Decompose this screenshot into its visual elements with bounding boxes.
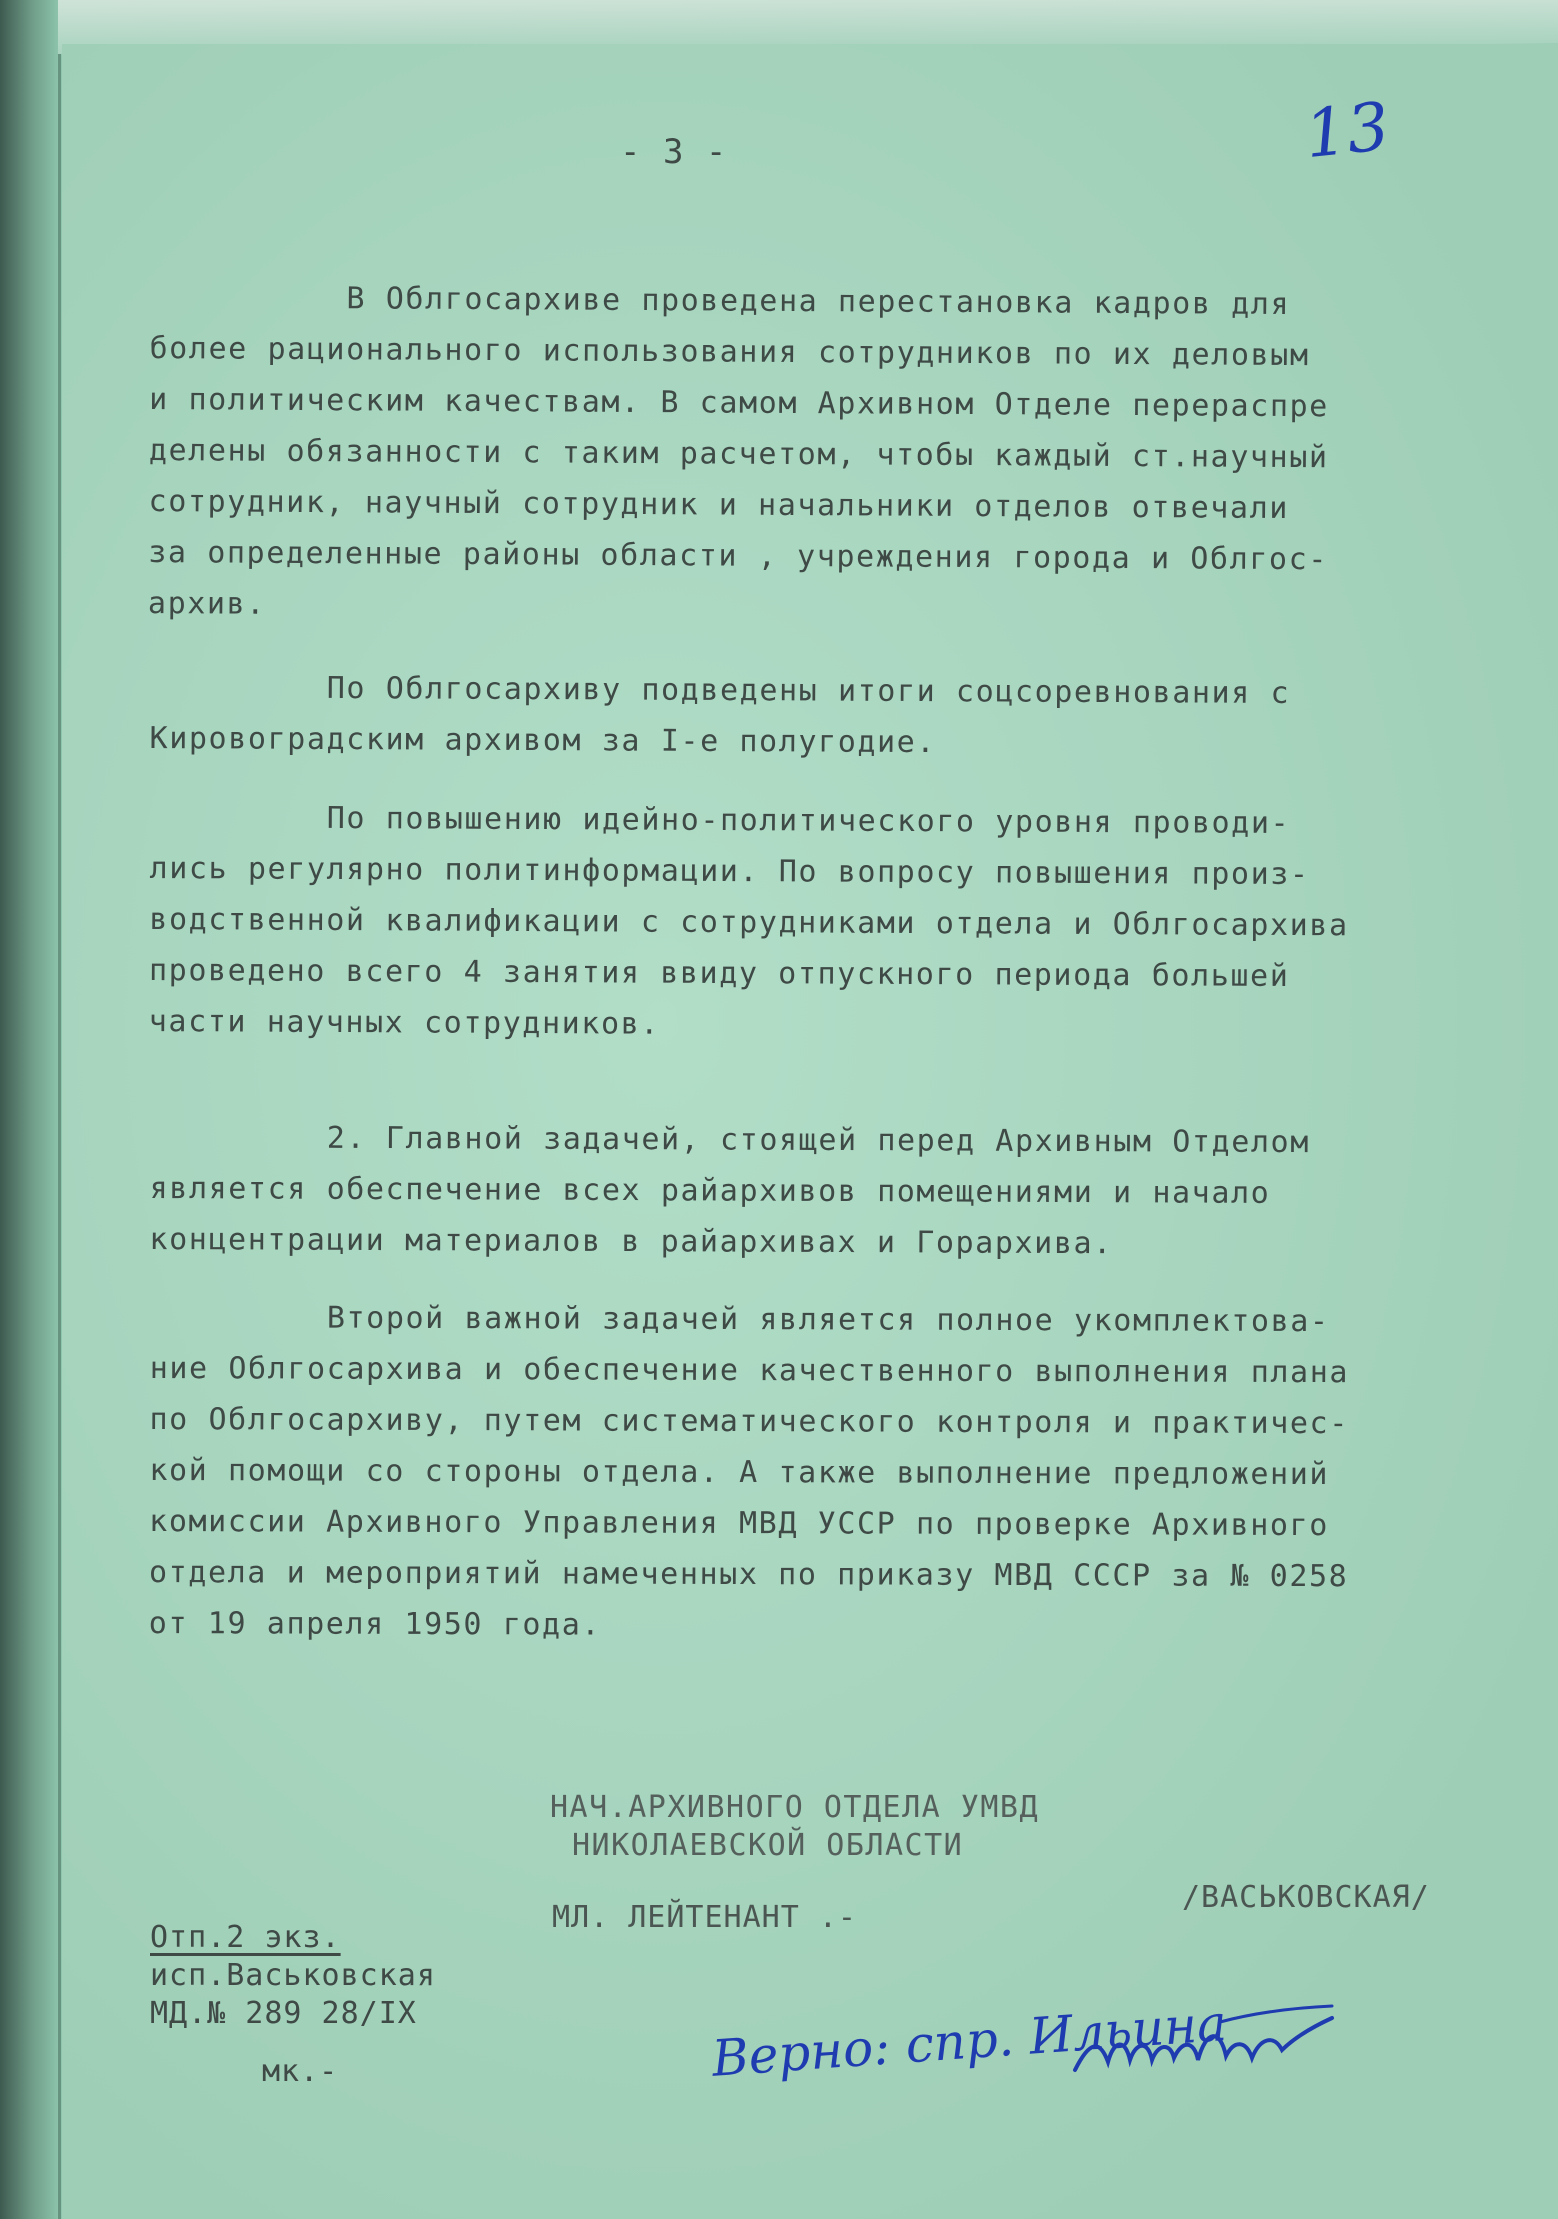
text-line: В Облгосархиве проведена перестановка кадров для <box>149 279 1291 322</box>
copies-note: Отп.2 экз. <box>150 1920 341 1955</box>
text-line: по Облгосархиву, путем систематического контроля и практичес- <box>149 1401 1349 1442</box>
text-line: 2. Главной задачей, стоящей перед Архивным Отделом <box>149 1119 1310 1161</box>
text-line: кой помощи со стороны отдела. А также выполнение предложений <box>149 1452 1330 1493</box>
paragraph-competition-results <box>149 662 1470 771</box>
signatory-title-line1: НАЧ.АРХИВНОГО ОТДЕЛА УМВД <box>550 1790 1040 1825</box>
page-number: - 3 - <box>620 132 728 172</box>
text-line: является обеспечение всех райархивов помещениями и начало <box>149 1170 1271 1211</box>
folio-number-handwritten: 13 <box>1301 87 1393 174</box>
text-line: водственной квалификации с сотрудниками отдела и Облгосархива <box>149 901 1349 944</box>
paragraph-second-task <box>149 1292 1470 1654</box>
signature-scribble-icon <box>1070 2000 1340 2090</box>
paragraph-staff-rearrangement <box>148 272 1470 637</box>
text-line: сотрудник, научный сотрудник и начальники отделов отвечали <box>148 483 1290 526</box>
text-line: более рационального использования сотрудников по их деловым <box>149 330 1310 374</box>
paragraph-political-training <box>149 792 1470 1054</box>
text-line: за определенные районы области , учреждения города и Облгос- <box>148 534 1329 578</box>
text-line: По Облгосархиву подведены итоги соцсоревнования с <box>149 669 1291 711</box>
text-line: и политическим качествам. В самом Архивном Отделе перераспре <box>149 381 1330 425</box>
signatory-name: /ВАСЬКОВСКАЯ/ <box>1182 1880 1430 1915</box>
registration-note: МД.№ 289 28/IX <box>150 1996 417 2031</box>
binding-edge <box>0 0 58 2219</box>
text-line: По повышению идейно-политического уровня проводи- <box>149 799 1291 841</box>
text-line: от 19 апреля 1950 года. <box>148 1605 602 1643</box>
fold-line <box>58 0 61 2219</box>
text-line: концентрации материалов в райархивах и Горархива. <box>149 1221 1113 1262</box>
text-line: ние Облгосархива и обеспечение качественного выполнения плана <box>149 1350 1350 1391</box>
typist-note: мк.- <box>262 2054 339 2089</box>
signatory-rank: МЛ. ЛЕЙТЕНАНТ .- <box>552 1900 857 1935</box>
text-line: комиссии Архивного Управления МВД УССР по проверке Архивного <box>149 1503 1329 1544</box>
paragraph-main-task <box>149 1112 1470 1271</box>
signatory-title-line2: НИКОЛАЕВСКОЙ ОБЛАСТИ <box>572 1828 964 1863</box>
handwritten-certification: Верно: спр. Ильина <box>710 1994 1229 2088</box>
text-line: архив. <box>147 585 267 622</box>
text-line: проведено всего 4 занятия ввиду отпускного периода большей <box>148 952 1290 994</box>
executor-note: исп.Васьковская <box>150 1958 436 1993</box>
text-line: Второй важной задачей является полное укомплектова- <box>149 1300 1330 1340</box>
text-line: делены обязанности с таким расчетом, чтобы каждый ст.научный <box>148 432 1329 476</box>
text-line: отдела и мероприятий намеченных по приказу МВД СССР за № 0258 <box>148 1554 1349 1595</box>
text-line: части научных сотрудников. <box>148 1003 661 1042</box>
text-line: лись регулярно политинформации. По вопросу повышения произ- <box>149 850 1310 893</box>
text-line: Кировоградским архивом за I-е полугодие. <box>149 720 937 761</box>
